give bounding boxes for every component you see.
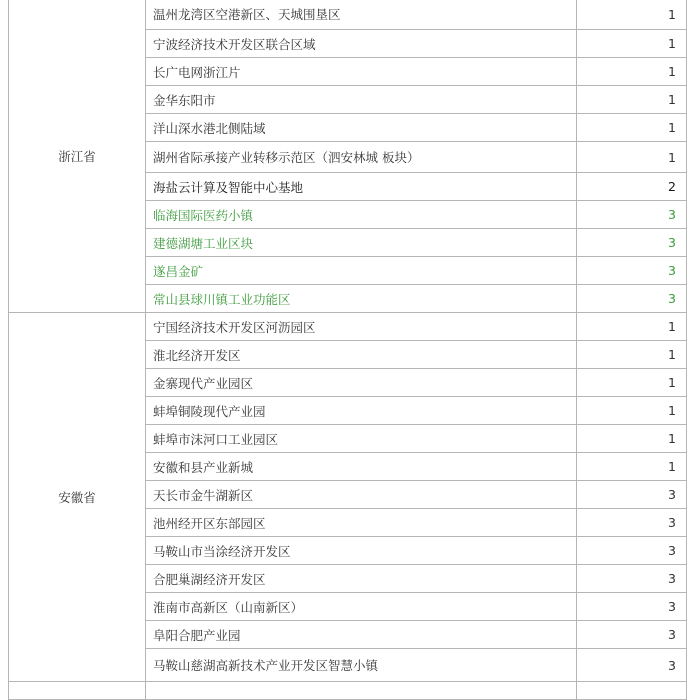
table-row bbox=[9, 0, 687, 30]
region-name-cell: 常山县球川镇工业功能区 bbox=[146, 285, 577, 313]
region-name-cell: 安徽和县产业新城 bbox=[146, 453, 577, 481]
region-value-cell: 3 bbox=[577, 285, 687, 313]
region-value-cell: 3 bbox=[577, 257, 687, 285]
province-cell: 浙江省 bbox=[9, 0, 146, 313]
region-name-cell: 阜阳合肥产业园 bbox=[146, 621, 577, 649]
region-name-cell: 天长市金牛湖新区 bbox=[146, 481, 577, 509]
table-row bbox=[9, 313, 687, 341]
region-name-cell: 温州龙湾区空港新区、天城围垦区 bbox=[146, 0, 577, 30]
region-name-cell: 金寨现代产业园区 bbox=[146, 369, 577, 397]
region-value-cell: 3 bbox=[577, 509, 687, 537]
region-value-cell: 1 bbox=[577, 30, 687, 58]
region-value-cell: 3 bbox=[577, 481, 687, 509]
region-value-cell: 3 bbox=[577, 593, 687, 621]
region-name-cell: 临海国际医药小镇 bbox=[146, 201, 577, 229]
region-name-cell: 海盐云计算及智能中心基地 bbox=[146, 173, 577, 201]
region-name-cell: 湖州省际承接产业转移示范区（泗安林城 板块） bbox=[146, 142, 577, 173]
region-name-cell: 池州经开区东部园区 bbox=[146, 509, 577, 537]
region-value-cell: 3 bbox=[577, 621, 687, 649]
region-name-cell: 建德湖塘工业区块 bbox=[146, 229, 577, 257]
region-value-cell: 2 bbox=[577, 173, 687, 201]
region-name-cell: 蚌埠铜陵现代产业园 bbox=[146, 397, 577, 425]
province-cell: 安徽省 bbox=[9, 313, 146, 682]
region-value-cell: 1 bbox=[577, 341, 687, 369]
region-value-cell: 1 bbox=[577, 0, 687, 30]
region-value-cell: 3 bbox=[577, 649, 687, 682]
region-value-cell: 1 bbox=[577, 58, 687, 86]
region-name-cell: 金华东阳市 bbox=[146, 86, 577, 114]
region-name-cell: 洋山深水港北侧陆域 bbox=[146, 114, 577, 142]
region-value-cell: 1 bbox=[577, 453, 687, 481]
region-value-cell: 3 bbox=[577, 201, 687, 229]
region-name-cell: 宁波经济技术开发区联合区域 bbox=[146, 30, 577, 58]
region-table-body bbox=[9, 0, 687, 700]
region-name-cell: 遂昌金矿 bbox=[146, 257, 577, 285]
region-name-cell: 淮北经济开发区 bbox=[146, 341, 577, 369]
region-name-cell: 宁国经济技术开发区河沥园区 bbox=[146, 313, 577, 341]
region-name-cell: 蚌埠市沫河口工业园区 bbox=[146, 425, 577, 453]
region-value-cell: 1 bbox=[577, 86, 687, 114]
region-table bbox=[8, 0, 687, 700]
region-value-cell: 1 bbox=[577, 313, 687, 341]
region-name-cell: 马鞍山慈湖高新技术产业开发区智慧小镇 bbox=[146, 649, 577, 682]
region-name-cell: 长广电网浙江片 bbox=[146, 58, 577, 86]
region-value-cell: 1 bbox=[577, 397, 687, 425]
region-value-cell: 1 bbox=[577, 369, 687, 397]
region-name-cell: 合肥巢湖经济开发区 bbox=[146, 565, 577, 593]
region-value-cell: 1 bbox=[577, 142, 687, 173]
region-name-cell: 淮南市高新区（山南新区） bbox=[146, 593, 577, 621]
region-name-cell: 马鞍山市当涂经济开发区 bbox=[146, 537, 577, 565]
region-value-cell: 3 bbox=[577, 537, 687, 565]
region-value-cell: 1 bbox=[577, 425, 687, 453]
region-value-cell: 3 bbox=[577, 229, 687, 257]
region-value-cell: 3 bbox=[577, 565, 687, 593]
region-value-cell: 1 bbox=[577, 114, 687, 142]
